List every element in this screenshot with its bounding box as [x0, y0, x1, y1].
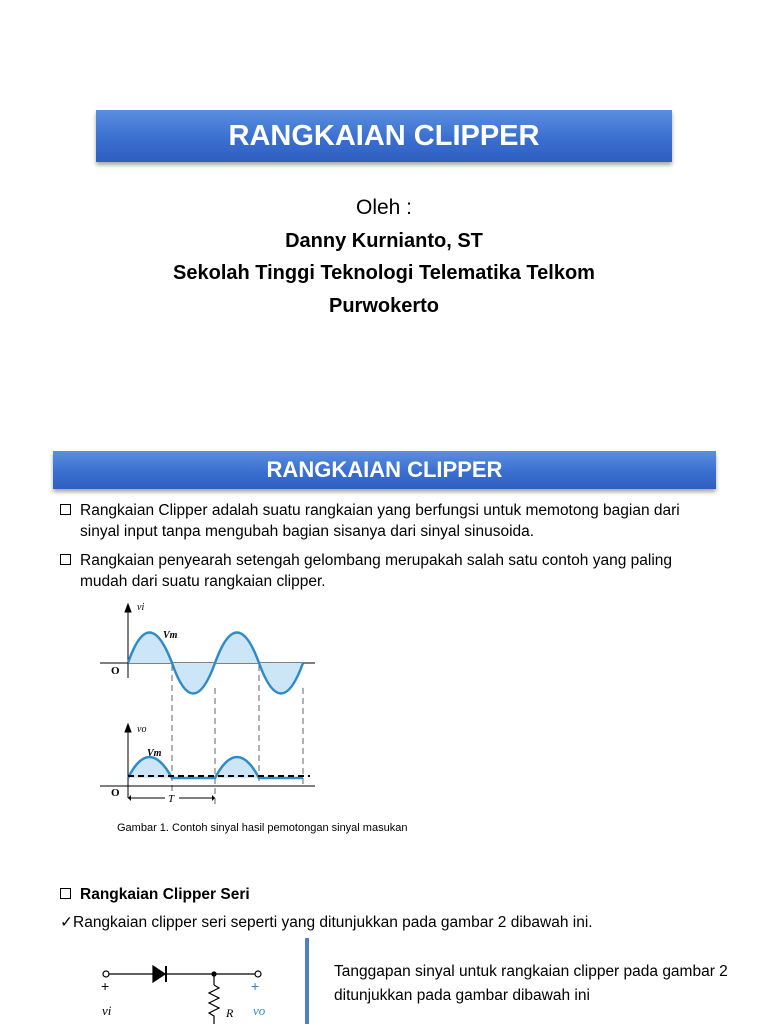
clipped-signal-figure: [95, 600, 320, 815]
checkbox-bullet-icon: [60, 504, 71, 515]
output-plus-sign: +: [251, 978, 260, 994]
response-description: Tanggapan sinyal untuk rangkaian clipper pada gambar 2 ditunjukkan pada gambar dibawah ini: [334, 963, 728, 1004]
check-bullet-text: Rangkaian clipper seri seperti yang ditunjukkan pada gambar 2 dibawah ini.: [73, 914, 593, 931]
period-label: T: [168, 793, 175, 805]
origin-label-output: O: [111, 787, 120, 799]
by-label: Oleh :: [355, 196, 413, 219]
bullet-example: [60, 550, 720, 592]
vertical-divider: [305, 938, 309, 1024]
subheading-text: Rangkaian Clipper Seri: [80, 886, 250, 903]
checkmark-icon: ✓: [60, 914, 73, 931]
origin-label: O: [111, 665, 120, 677]
check-bullet: [60, 912, 593, 933]
bullet-definition-text: Rangkaian Clipper adalah suatu rangkaian yang berfungsi untuk memotong bagian dari sinyal input tanpa mengubah bagian sisanya dari sinyal sinusoida.: [80, 502, 680, 540]
input-plus-sign: +: [101, 978, 110, 994]
output-voltage-label: vo: [253, 1003, 266, 1018]
bullet-example-text: Rangkaian penyearah setengah gelombang merupakah salah satu contoh yang paling mudah dari suatu rangkaian clipper.: [80, 552, 673, 590]
slide-title-banner: RANGKAIAN CLIPPER: [96, 110, 672, 162]
author-name: Danny Kurnianto, ST: [285, 230, 483, 252]
checkbox-bullet-icon: [60, 888, 71, 899]
vo-axis-label: vo: [137, 724, 147, 735]
institution-line-1: Sekolah Tinggi Teknologi Telematika Telkom: [173, 262, 595, 284]
input-voltage-label: vi: [102, 1003, 112, 1018]
resistor-label: R: [226, 1006, 234, 1020]
bullet-definition: [60, 500, 720, 542]
vm-label-output: Vm: [147, 748, 162, 759]
series-clipper-circuit: [95, 955, 295, 1024]
vi-axis-label: vi: [137, 602, 145, 613]
checkbox-bullet-icon: [60, 554, 71, 565]
figure-caption: Gambar 1. Contoh sinyal hasil pemotongan sinyal masukan: [117, 822, 408, 834]
section-title-banner: RANGKAIAN CLIPPER: [53, 451, 716, 489]
vm-label: Vm: [163, 630, 178, 641]
institution-line-2: Purwokerto: [328, 295, 440, 317]
subheading-series-clipper: [60, 884, 720, 905]
